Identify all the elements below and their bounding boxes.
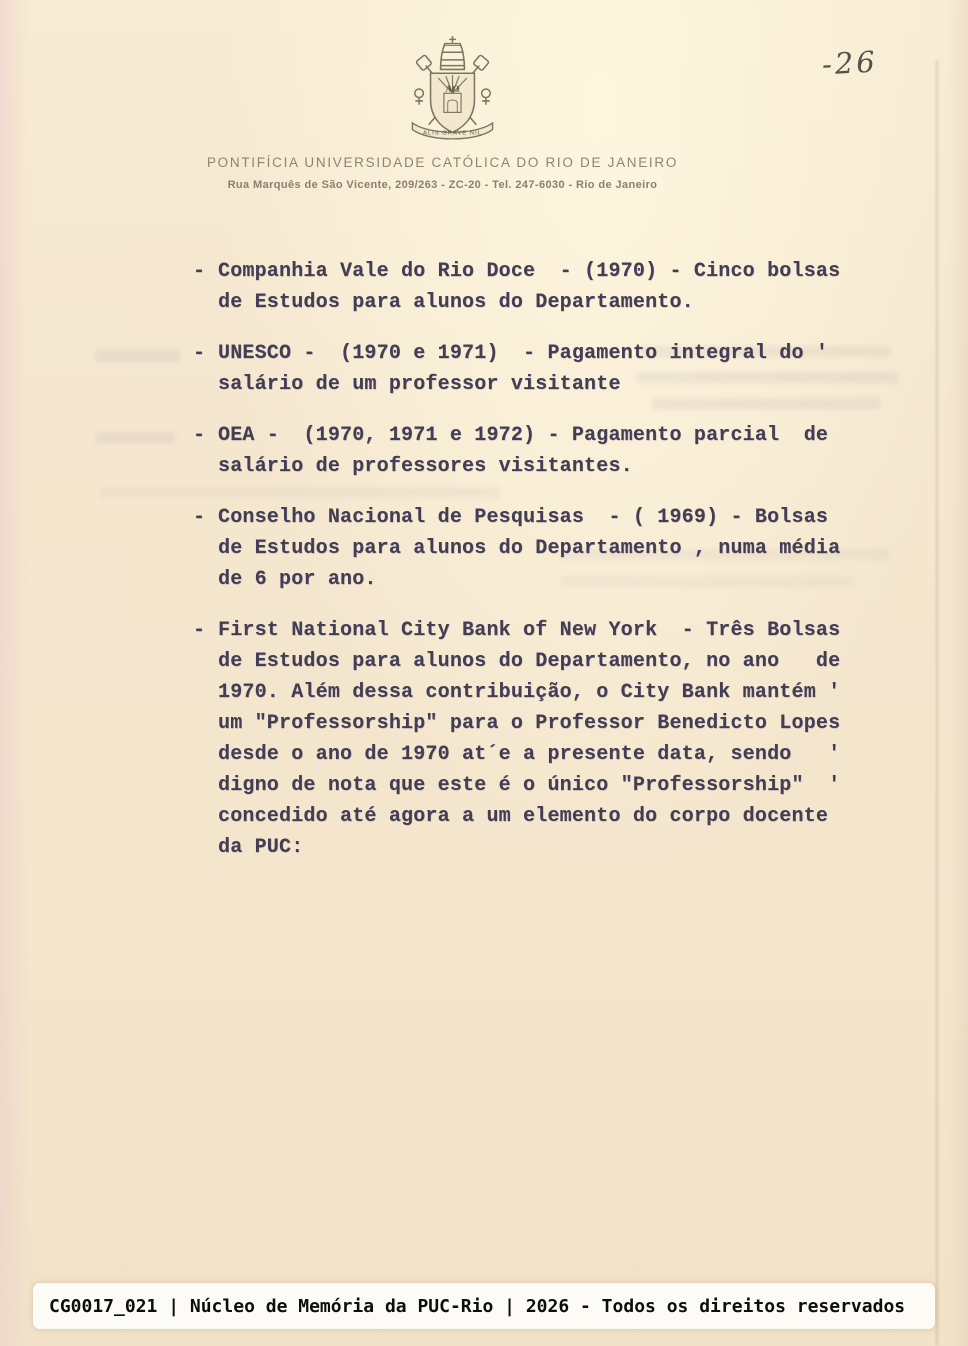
text-line: de Estudos para alunos do Departamento , numa média (218, 537, 841, 560)
text-line: OEA - (1970, 1971 e 1972) - Pagamento parcial de (218, 424, 829, 447)
text-line: UNESCO - (1970 e 1971) - Pagamento integral do ' (218, 342, 829, 365)
text-line: de Estudos para alunos do Departamento, no ano de (218, 650, 841, 673)
list-item (193, 256, 893, 318)
bleed-through-smudge (95, 432, 175, 444)
crest-graphic (400, 33, 505, 145)
university-crest (400, 33, 505, 145)
text-line: concedido até agora a um elemento do corpo docente (218, 805, 829, 828)
text-line: um "Professorship" para o Professor Benedicto Lopes (218, 712, 841, 735)
list-item-dash: - (193, 260, 206, 283)
crest-motto: ALIS GRAVE NIL (423, 130, 482, 137)
list-item-dash: - (193, 506, 206, 529)
text-line: digno de nota que este é o único "Professorship" ' (218, 774, 841, 797)
university-address: Rua Marquês de São Vicente, 209/263 - ZC-20 - Tel. 247-6030 - Rio de Janeiro (227, 179, 658, 191)
text-line: 1970. Além dessa contribuição, o City Bank mantém ' (218, 681, 841, 704)
document-body (193, 256, 893, 883)
text-line: Companhia Vale do Rio Doce - (1970) - Cinco bolsas (218, 260, 841, 283)
archive-footer-text: CG0017_021 | Núcleo de Memória da PUC-Rio | 2026 - Todos os direitos reservados (49, 1295, 906, 1317)
list-item-dash: - (193, 619, 206, 642)
list-item (193, 338, 893, 400)
bleed-through-smudge (95, 350, 180, 362)
list-item (193, 502, 893, 595)
handwritten-page-number: -26 (821, 44, 879, 82)
text-line: de Estudos para alunos do Departamento. (218, 291, 694, 314)
list-item-dash: - (193, 424, 206, 447)
text-line: salário de professores visitantes. (218, 455, 633, 478)
text-line: Conselho Nacional de Pesquisas - ( 1969) - Bolsas (218, 506, 829, 529)
list-item (193, 615, 893, 863)
text-line: First National City Bank of New York - Três Bolsas (218, 619, 841, 642)
list-item-dash: - (193, 342, 206, 365)
scan-edge-shadow (936, 60, 938, 1346)
text-line: da PUC: (218, 836, 304, 859)
letterhead (0, 155, 885, 191)
crest-monogram: ΑΩ (445, 84, 460, 95)
list-item (193, 420, 893, 482)
archive-footer-bar (33, 1283, 935, 1329)
text-line: desde o ano de 1970 at´e a presente data, sendo ' (218, 743, 841, 766)
university-name: PONTIFÍCIA UNIVERSIDADE CATÓLICA DO RIO DE JANEIRO (206, 155, 679, 170)
text-line: de 6 por ano. (218, 568, 377, 591)
text-line: salário de um professor visitante (218, 373, 621, 396)
